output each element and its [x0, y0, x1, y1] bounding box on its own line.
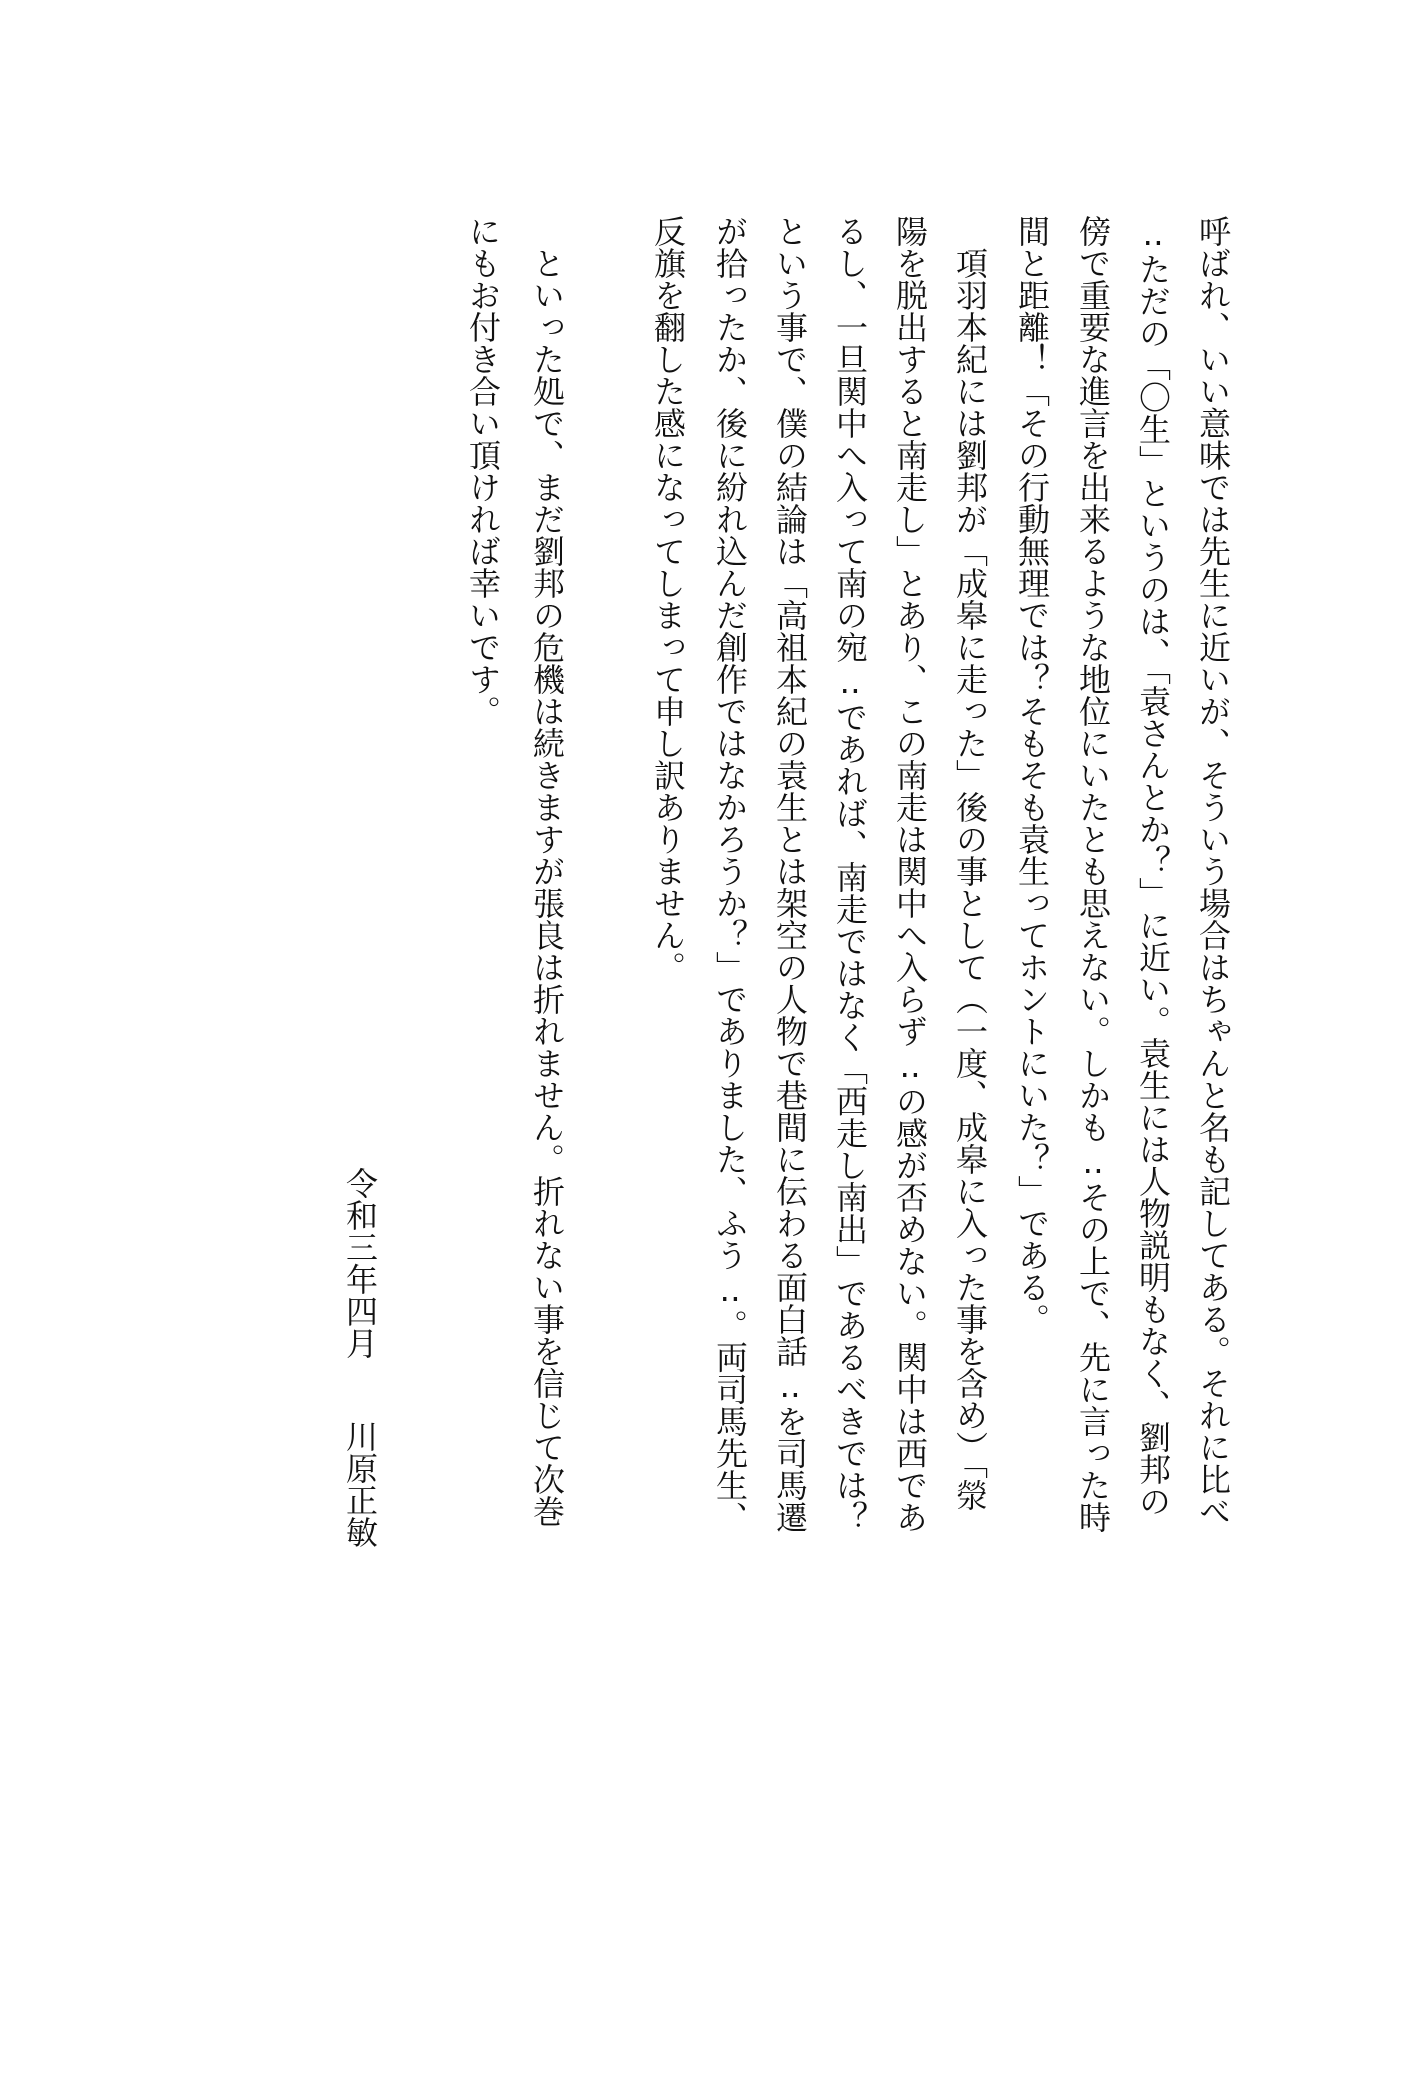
text-column: 呼ばれ、いい意味では先生に近いが、そういう場合はちゃんと名も記してある。それに比べ: [1194, 215, 1232, 1527]
text-column: 傍で重要な進言を出来るような地位にいたとも思えない。しかも‥その上で、先に言った時: [1074, 215, 1112, 1533]
text-column: 間と距離！「その行動無理では？そもそも袁生ってホントにいた？」である。: [1013, 215, 1051, 1335]
text-column: といった処で、まだ劉邦の危機は続きますが張良は折れません。折れない事を信じて次巻: [528, 215, 566, 1527]
signature-author: 川原正敏: [341, 1420, 379, 1548]
text-column: が拾ったか、後に紛れ込んだ創作ではなかろうか？」でありました、ふう‥。両司馬先生、: [711, 215, 749, 1533]
text-column: るし、一旦関中へ入って南の宛‥であれば、南走ではなく「西走し南出」であるべきでは？: [831, 215, 869, 1533]
text-column: という事で、僕の結論は「高祖本紀の袁生とは架空の人物で巷間に伝わる面白話‥を司馬遷: [771, 215, 809, 1533]
signature-date: 令和三年四月: [341, 1167, 379, 1359]
text-column: 反旗を翻した感になってしまって申し訳ありません。: [649, 215, 687, 983]
text-column: 陽を脱出すると南走し」とあり、この南走は関中へ入らず‥の感が否めない。関中は西であ: [891, 215, 929, 1533]
text-column: ‥ただの「〇生」というのは、「袁さんとか？」に近い。袁生には人物説明もなく、劉邦の: [1134, 215, 1172, 1517]
text-column: にもお付き合い頂ければ幸いです。: [464, 215, 502, 727]
text-column: 項羽本紀には劉邦が「成皋に走った」後の事として（一度、成皋に入った事を含め）「滎: [951, 215, 989, 1511]
